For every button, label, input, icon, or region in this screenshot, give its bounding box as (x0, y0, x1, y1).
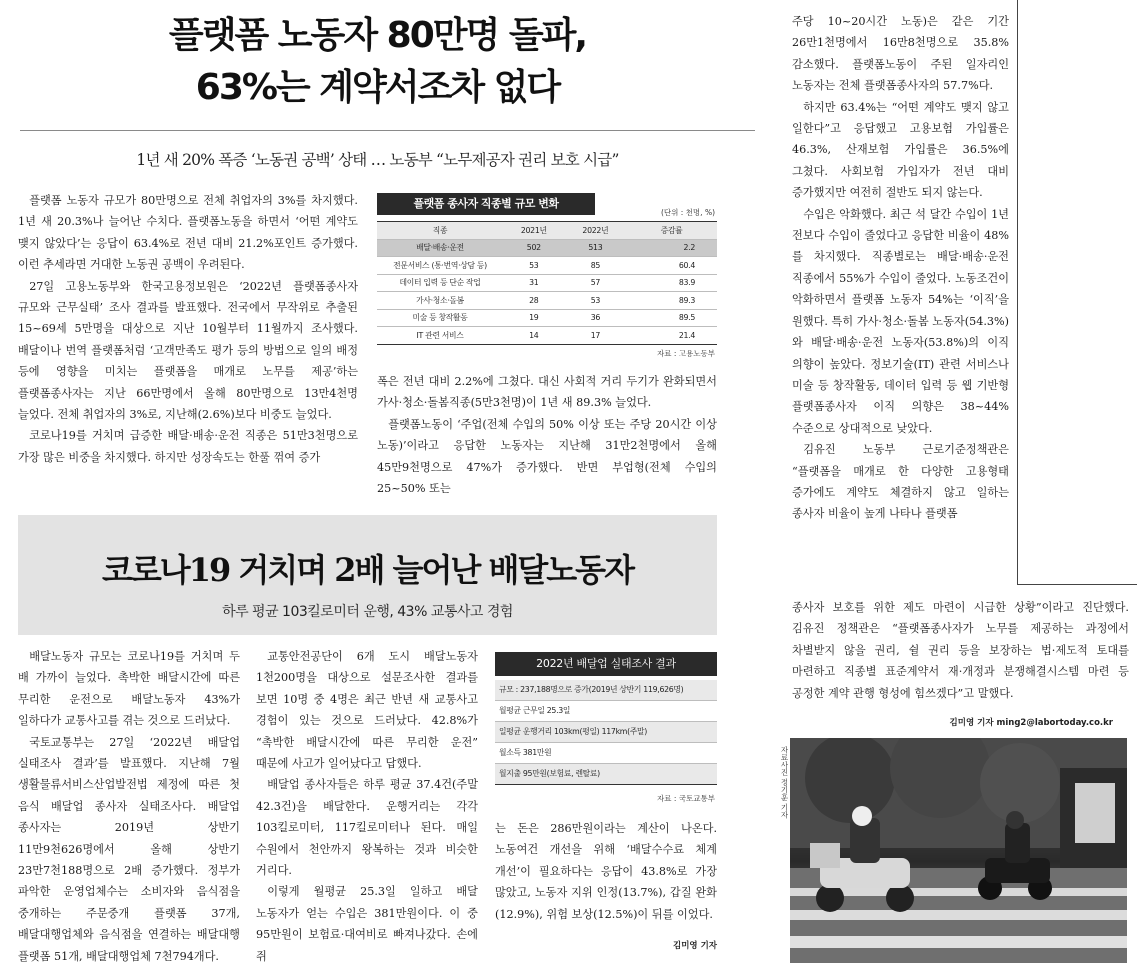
table-header-row (377, 222, 717, 240)
table-row: 일평균 운행거리 103km(평일) 117km(주말) (495, 722, 717, 743)
table-header-cell: 2022년 (565, 222, 627, 240)
table-source: 자료 : 국토교통부 (656, 794, 715, 803)
table-row: 월지출 95만원(보험료, 렌탈료) (495, 764, 717, 785)
table-row (377, 327, 717, 345)
table-row: 규모 : 237,188명으로 증가(2019년 상반기 119,626명) (495, 680, 717, 701)
table-cell: 전문서비스 (통·번역·상담 등) (377, 257, 503, 275)
table-row: 월평균 근무일 25.3일 (495, 701, 717, 722)
headline-line-1: 플랫폼 노동자 80만명 돌파, (168, 15, 587, 56)
table-cell: 513 (565, 239, 627, 257)
table-cell: 53 (565, 292, 627, 310)
byline: 김미영 기자 (672, 941, 717, 951)
delivery-rider-photo (790, 738, 1127, 963)
table-row (377, 257, 717, 275)
article2-title: 코로나19 거치며 2배 늘어난 배달노동자 (101, 551, 634, 589)
byline: 김미영 기자 ming2@labortoday.co.kr (949, 718, 1113, 728)
column-rule (1017, 584, 1137, 585)
paragraph: 배달업 종사자들은 하루 평균 37.4건(주말 42.3건)을 배달한다. 운행거리는 각각 103킬로미터, 117킬로미터나 된다. 매일 수원에서 천안까지 왕복하는 것과 비슷한 거리다. (256, 778, 478, 878)
table-header-cell: 증감률 (626, 222, 717, 240)
table-header-cell: 직종 (377, 222, 503, 240)
table-cell: 19 (503, 309, 565, 327)
photo-illustration (790, 738, 1127, 963)
paragraph: 교통안전공단이 6개 도시 배달노동자 1천200명을 대상으로 설문조사한 결과를 보면 10명 중 4명은 최근 반년 새 교통사고 경험이 있는 것으로 드러났다. 42.8%가 “촉박한 배달시간에 따른 무리한 운전” 때문에 사고가 일어났다고 답했다. (256, 650, 478, 771)
headline (0, 10, 755, 114)
paragraph: 27일 고용노동부와 한국고용정보원은 ‘2022년 플랫폼종사자 규모와 근무실태’ 조사 결과를 발표했다. 전국에서 무작위로 추출된 15~69세 5만명을 대상으로 지난 10월부터 11월까지 조사했다. 배달이나 번역 플랫폼처럼 ‘고객만족도 평가 등의 방법으로 일의 배정 등에 영향을 미치는 플랫폼을 매개로 노무를 제공’하는 플랫폼종사자는 지난 66만명에서 올해 80만명으로 13만4천명 늘었다. 전체 취업자의 3%로, 지난해(2.6%)보다 비중도 늘었다. (18, 279, 358, 422)
article1-column-3 (792, 11, 1009, 591)
paragraph: 플랫폼노동이 ‘주업(전체 수입의 50% 이상 또는 주당 20시간 이상 노동)’이라고 응답한 노동자는 지난해 31만2천명에서 올해 45만9천명으로 47%가 증가했다. 반면 부업형(전체 수입의 25~50% 또는 (377, 417, 717, 496)
table-cell: 28 (503, 292, 565, 310)
paragraph: 플랫폼 노동자 규모가 80만명으로 전체 취업자의 3%를 차지했다. 1년 새 20.3%나 늘어난 수치다. 플랫폼노동을 하면서 ‘어떤 계약도 맺지 않았다’는 응답이 63.4%로 전년 대비 21.2%포인트 증가했다. 이런 추세라면 거대한 노동권 공백이 우려된다. (18, 194, 358, 272)
table-cell: 31 (503, 274, 565, 292)
table-header-cell: 2021년 (503, 222, 565, 240)
article1-column-1 (18, 190, 358, 490)
table-cell: 60.4 (626, 257, 717, 275)
table-cell: 53 (503, 257, 565, 275)
headline-line-2: 63%는 계약서조차 없다 (195, 67, 560, 108)
paragraph: 는 돈은 286만원이라는 계산이 나온다. 노동여건 개선을 위해 ‘배달수수료 체계 개선’이 필요하다는 응답이 43.8%로 가장 많았고, 노동자 지위 인정(13.7%), 갑질 완화(12.9%), 위험 보상(12.5%)이 뒤를 이었다. (495, 822, 717, 921)
paragraph: 하지만 63.4%는 “어떤 계약도 맺지 않고 일한다”고 응답했고 고용보험 가입률은 46.3%, 산재보험 가입률은 36.5%에 그쳤다. 사회보험 가입자가 전년 대비 증가했지만 여전히 절반도 되지 않는다. (792, 100, 1009, 200)
table-cell: 미술 등 창작활동 (377, 309, 503, 327)
table-title: 플랫폼 종사자 직종별 규모 변화 (377, 193, 595, 215)
table-cell: 85 (565, 257, 627, 275)
table-cell: 502 (503, 239, 565, 257)
article2-column-1 (18, 646, 240, 963)
table-cell: 데이터 입력 등 단순 작업 (377, 274, 503, 292)
table-cell: 83.9 (626, 274, 717, 292)
article1-column-3-wide (792, 597, 1129, 709)
table-source: 자료 : 고용노동부 (656, 349, 715, 358)
paragraph: 폭은 전년 대비 2.2%에 그쳤다. 대신 사회적 거리 두기가 완화되면서 가사·청소·돌봄직종(5만3천명)이 1년 새 89.3% 늘었다. (377, 375, 717, 410)
table-row (377, 274, 717, 292)
table-row (377, 309, 717, 327)
paragraph: 코로나19를 거치며 급증한 배달·배송·운전 직종은 51만3천명으로 가장 많은 비중을 차지했다. 하지만 성장속도는 한풀 꺾여 증가 (18, 429, 358, 464)
table-cell: IT 관련 서비스 (377, 327, 503, 345)
subheadline: 1년 새 20% 폭증 ‘노동권 공백’ 상태 … 노동부 “노무제공자 권리 보호 시급” (136, 151, 619, 169)
occupation-table (377, 193, 717, 363)
table-cell: 89.3 (626, 292, 717, 310)
photo-credit: 자료사진 정기훈 기자 (780, 746, 789, 819)
article2-column-2 (256, 646, 478, 963)
table-unit: (단위 : 천명, %) (660, 208, 715, 217)
paragraph: 수입은 악화했다. 최근 석 달간 수입이 1년 전보다 수입이 줄었다고 응답한 비율이 48%를 차지했다. 직종별로는 배달·배송·운전 직종에서 55%가 수입이 줄었다. 노동조건이 악화하면서 플랫폼 노동자 54%는 ‘이직’을 원했다. 특히 가사·청소·돌봄 노동자(54.3%)와 배달·배송·운전 노동자(53.8%)의 이직 의향이 높았다. 정보기술(IT) 관련 서비스나 미술 등 창작활동, 데이터 입력 등 웹 기반형 플랫폼종사자 이직 의향은 38~44% 수준으로 상대적으로 낮았다. (792, 207, 1009, 435)
paragraph: 국토교통부는 27일 ‘2022년 배달업 실태조사 결과’를 발표했다. 지난해 7월 생활물류서비스산업발전법 제정에 따른 첫 음식 배달업 종사자 실태조사다. 배달업 종사자는 2019년 상반기 11만9천626명에서 올해 상반기 23만7천188명으로 2배 증가했다. 정부가 파악한 운영업체수는 소비자와 음식점을 중개하는 주문중개 플랫폼 37개, 배달대행업체와 음식점을 연결하는 배달대행 플랫폼 51개, 배달대행업체 7천794개다. (18, 735, 240, 963)
table-cell: 17 (565, 327, 627, 345)
column-rule (1017, 0, 1018, 585)
table-title: 2022년 배달업 실태조사 결과 (495, 652, 717, 676)
paragraph: 종사자 보호를 위한 제도 마련이 시급한 상황”이라고 진단했다. 김유진 정책관은 “플랫폼종사자가 노무를 제공하는 과정에서 차별받지 않을 권리, 쉴 권리 등을 보장하는 법·제도적 토대를 마련하고 직종별 표준계약서 재·개정과 분쟁해결시스템 마련 등 공정한 계약 관행 형성에 힘쓰겠다”고 말했다. (792, 601, 1129, 700)
table-cell: 가사·청소·돌봄 (377, 292, 503, 310)
table-cell: 36 (565, 309, 627, 327)
table-cell: 배달·배송·운전 (377, 239, 503, 257)
table-cell: 57 (565, 274, 627, 292)
table-cell: 89.5 (626, 309, 717, 327)
table-row: 월소득 381만원 (495, 743, 717, 764)
table-row (377, 292, 717, 310)
article1-column-2 (377, 371, 717, 496)
article2-column-3 (495, 818, 717, 933)
delivery-survey-table (495, 652, 717, 807)
subheadline-divider (20, 130, 755, 131)
occupation-data-table (377, 221, 717, 345)
table-cell: 2.2 (626, 239, 717, 257)
table-rows (495, 680, 717, 785)
table-cell: 14 (503, 327, 565, 345)
article2-subtitle: 하루 평균 103킬로미터 운행, 43% 교통사고 경험 (222, 604, 513, 620)
paragraph: 김유진 노동부 근로기준정책관은 “플랫폼을 매개로 한 다양한 고용형태 증가에도 계약도 체결하지 않고 일하는 종사자 비율이 높게 나타나 플랫폼 (792, 443, 1009, 521)
table-cell: 21.4 (626, 327, 717, 345)
paragraph: 배달노동자 규모는 코로나19를 거치며 두 배 가까이 늘었다. 촉박한 배달시간에 따른 무리한 운전으로 배달노동자 43%가 일하다가 교통사고를 겪는 것으로 드러났다. (18, 650, 240, 728)
paragraph: 이렇게 월평균 25.3일 일하고 배달 노동자가 얻는 수입은 381만원이다. 이 중 95만원이 보험료·대여비로 빠져나갔다. 손에 쥐 (256, 885, 478, 963)
paragraph: 주당 10~20시간 노동)은 같은 기간 26만1천명에서 16만8천명으로 35.8% 감소했다. 플랫폼노동이 주된 일자리인 노동자는 전체 플랫폼종사자의 57.7%다. (792, 15, 1009, 93)
table-row (377, 239, 717, 257)
